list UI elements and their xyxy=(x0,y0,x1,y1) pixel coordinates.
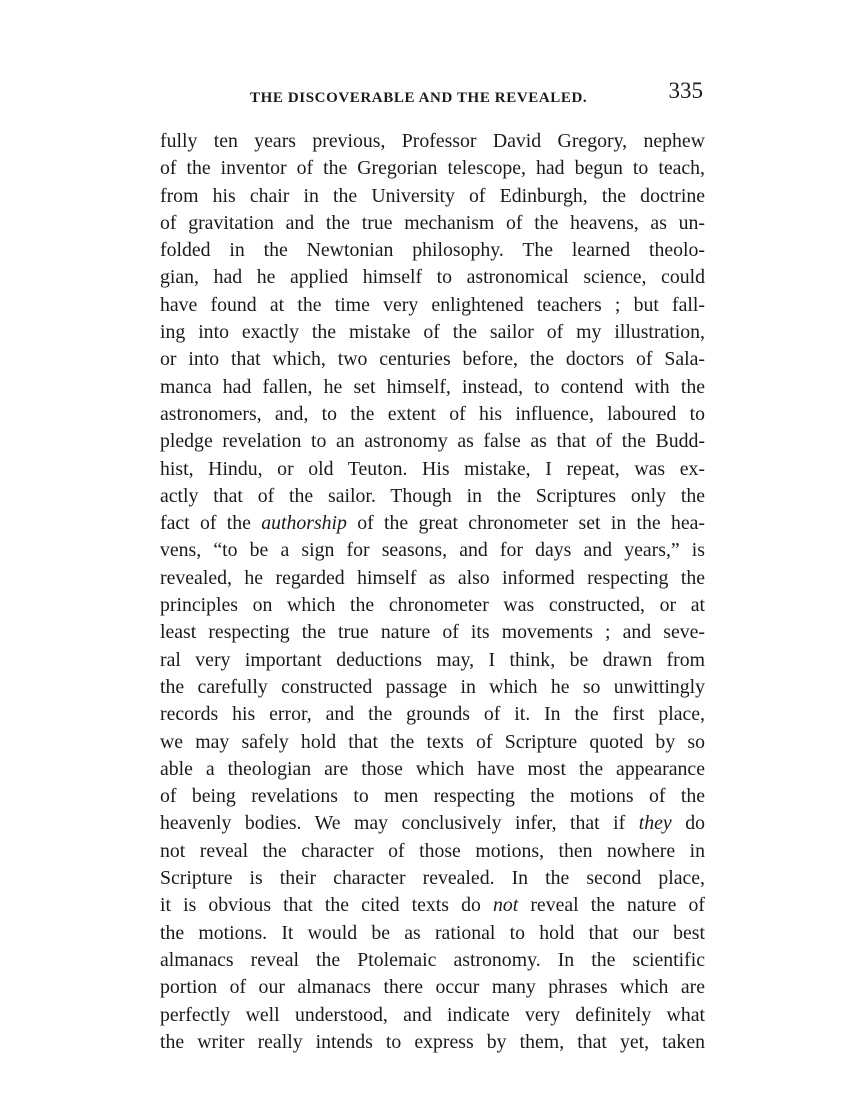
body-text xyxy=(160,128,705,1056)
text-line xyxy=(160,810,705,837)
text-line xyxy=(160,346,705,373)
text-segment: able a theologian are those which have most the appearance xyxy=(160,757,705,780)
text-line xyxy=(160,428,705,455)
text-line xyxy=(160,592,705,619)
text-segment: hist, Hindu, or old Teuton. His mistake, I repeat, was ex- xyxy=(160,457,705,480)
text-segment: ral very important deductions may, I think, be drawn from xyxy=(160,648,705,671)
text-line xyxy=(160,756,705,783)
text-segment: fully ten years previous, Professor David Gregory, nephew xyxy=(160,130,705,152)
text-segment: principles on which the chronometer was constructed, or at xyxy=(160,594,705,617)
text-segment: astronomers, and, to the extent of his influence, laboured to xyxy=(160,402,705,425)
text-segment: gian, had he applied himself to astronomical science, could xyxy=(160,266,705,289)
text-line xyxy=(160,319,705,346)
italic-text: they xyxy=(638,812,672,835)
text-segment: of the inventor of the Gregorian telescope, had begun to teach, xyxy=(160,157,705,180)
running-title: THE DISCOVERABLE AND THE REVEALED. xyxy=(250,90,588,106)
text-segment: of being revelations to men respecting the motions of the xyxy=(160,785,705,808)
text-segment: reveal the nature of xyxy=(518,894,705,917)
text-line xyxy=(160,510,705,537)
running-head xyxy=(160,78,705,114)
text-segment: not reveal the character of those motions, then nowhere in xyxy=(160,839,705,862)
text-segment: folded in the Newtonian philosophy. The learned theolo- xyxy=(160,239,705,262)
text-segment: perfectly well understood, and indicate very definitely what xyxy=(160,1003,705,1026)
text-line xyxy=(160,647,705,674)
text-segment: from his chair in the University of Edinburgh, the doctrine xyxy=(160,184,705,207)
text-line xyxy=(160,183,705,210)
text-segment: revealed, he regarded himself as also informed respecting the xyxy=(160,566,705,589)
text-segment: or into that which, two centuries before, the doctors of Sala- xyxy=(160,348,705,371)
text-line xyxy=(160,619,705,646)
text-line xyxy=(160,401,705,428)
text-line xyxy=(160,483,705,510)
text-segment: Scripture is their character revealed. In the second place, xyxy=(160,867,705,890)
italic-text: not xyxy=(492,894,519,917)
text-line xyxy=(160,701,705,728)
text-segment: heavenly bodies. We may conclusively infer, that if xyxy=(160,812,639,835)
text-segment: least respecting the true nature of its movements ; and seve- xyxy=(160,621,705,644)
text-segment: vens, “to be a sign for seasons, and for days and years,” is xyxy=(160,539,705,562)
text-segment: the motions. It would be as rational to hold that our best xyxy=(160,921,705,944)
text-line xyxy=(160,128,705,155)
text-line xyxy=(160,155,705,182)
text-segment: actly that of the sailor. Though in the Scriptures only the xyxy=(160,484,705,507)
text-line xyxy=(160,292,705,319)
text-segment: do xyxy=(671,812,705,835)
text-segment: the writer really intends to express by them, that yet, taken xyxy=(160,1030,705,1053)
text-line xyxy=(160,674,705,701)
text-line xyxy=(160,729,705,756)
text-line xyxy=(160,783,705,810)
text-segment: have found at the time very enlightened teachers ; but fall- xyxy=(160,293,705,316)
text-segment: pledge revelation to an astronomy as false as that of the Budd- xyxy=(160,430,705,453)
page-number: 335 xyxy=(668,78,703,103)
text-segment: manca had fallen, he set himself, instead, to contend with the xyxy=(160,375,705,398)
italic-text: authorship xyxy=(261,512,347,535)
text-segment: records his error, and the grounds of it. In the first place, xyxy=(160,703,705,726)
text-line xyxy=(160,1029,705,1056)
text-line xyxy=(160,237,705,264)
text-line xyxy=(160,892,705,919)
text-line xyxy=(160,374,705,401)
text-segment: the carefully constructed passage in which he so unwittingly xyxy=(160,675,705,698)
text-segment: we may safely hold that the texts of Scripture quoted by so xyxy=(160,730,705,753)
text-segment: of gravitation and the true mechanism of the heavens, as un- xyxy=(160,211,705,234)
text-segment: it is obvious that the cited texts do xyxy=(160,894,493,917)
text-line xyxy=(160,974,705,1001)
text-line xyxy=(160,1002,705,1029)
text-line xyxy=(160,838,705,865)
text-line xyxy=(160,920,705,947)
text-segment: portion of our almanacs there occur many phrases which are xyxy=(160,976,705,999)
text-line xyxy=(160,865,705,892)
text-line xyxy=(160,456,705,483)
text-segment: ing into exactly the mistake of the sailor of my illustration, xyxy=(160,321,705,344)
text-line xyxy=(160,264,705,291)
text-segment: fact of the xyxy=(160,512,262,535)
text-line xyxy=(160,537,705,564)
text-segment: almanacs reveal the Ptolemaic astronomy. In the scientific xyxy=(160,948,705,971)
text-line xyxy=(160,210,705,237)
text-line xyxy=(160,947,705,974)
text-segment: of the great chronometer set in the hea- xyxy=(346,512,705,535)
text-line xyxy=(160,565,705,592)
